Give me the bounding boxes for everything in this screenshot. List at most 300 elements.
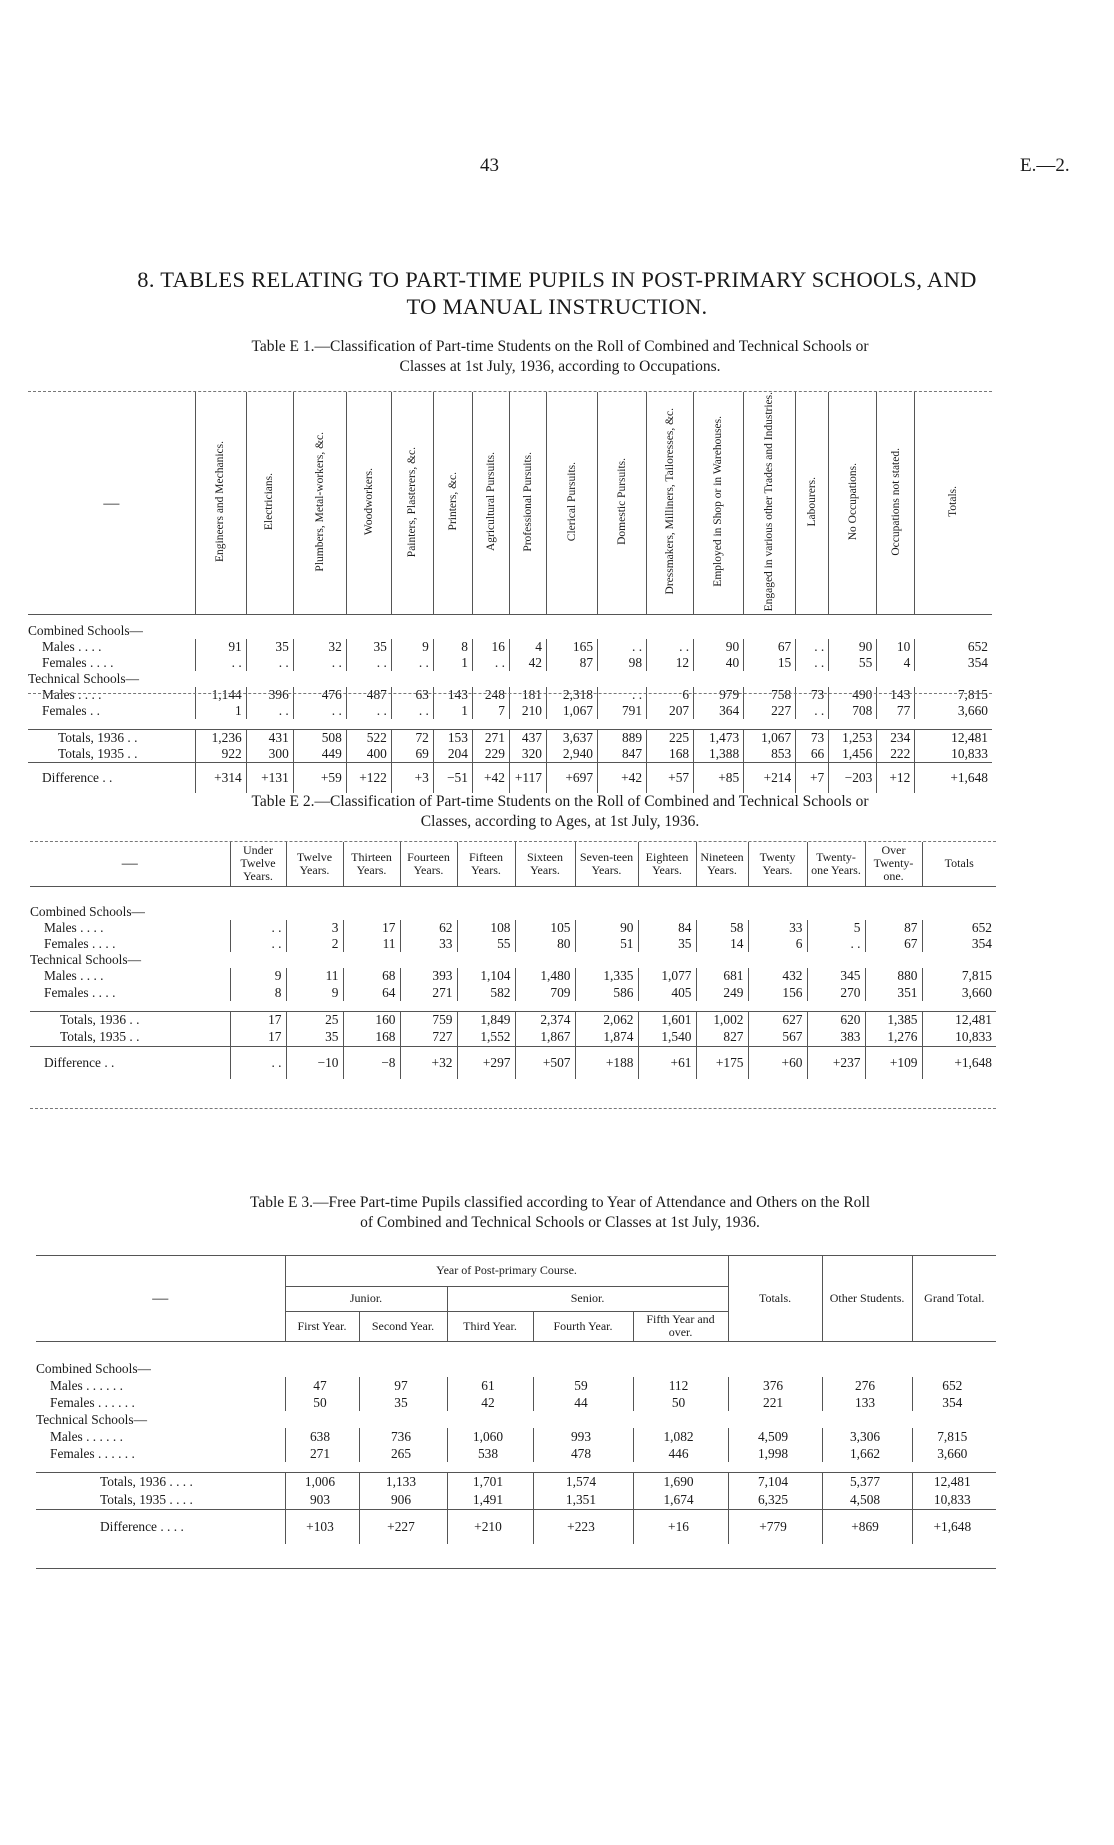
- t2-row-label: [30, 920, 230, 936]
- t3-cell: 4,509: [728, 1428, 822, 1445]
- t2-row-label: [30, 936, 230, 952]
- t2-row-dots: . .: [129, 1029, 140, 1045]
- t3-row-label: [36, 1394, 285, 1411]
- t2-cell: 33: [748, 920, 807, 936]
- t2-cell: 58: [696, 920, 748, 936]
- t1-row-dots: . .: [89, 702, 101, 718]
- t1-cell: 42: [509, 655, 546, 671]
- t3-cell: 1,674: [633, 1491, 728, 1510]
- t1-row-label: [28, 639, 195, 655]
- table-e3: [36, 1256, 996, 1544]
- t2-cell: 393: [400, 968, 457, 984]
- t1-row-dots: . .: [127, 746, 138, 762]
- t1-col-header: [829, 392, 877, 615]
- t1-row-technical-males: [28, 687, 992, 703]
- t1-cell: 476: [293, 687, 346, 703]
- t2-cell: 11: [343, 936, 400, 952]
- t1-cell: 449: [293, 746, 346, 763]
- t1-row-technical-females: [28, 703, 992, 719]
- t1-section-combined: Combined Schools—: [28, 622, 143, 638]
- t2-row-label-text: Females: [44, 936, 89, 951]
- t2-col-header: Seven-teen Years.: [575, 842, 638, 886]
- t2-row-dots: . .: [129, 1012, 140, 1028]
- t2-cell: 12,481: [922, 1012, 996, 1029]
- t2-row-label: [30, 1012, 230, 1029]
- table-e2-bottom-rule: [30, 1108, 996, 1109]
- t1-cell: 66: [796, 746, 829, 763]
- t1-cell: 165: [546, 639, 597, 655]
- t3-row-label: [36, 1510, 285, 1544]
- t3-cell: 736: [359, 1428, 447, 1445]
- t1-col-header-label: Dressmakers, Milliners, Tailoresses, &c.: [663, 408, 676, 595]
- t3-col-header: Second Year.: [359, 1311, 447, 1341]
- t2-row-label: [30, 1047, 230, 1079]
- t1-row-label-text: Males: [42, 638, 75, 654]
- t1-cell: 8: [433, 639, 472, 655]
- t1-cell: 98: [598, 655, 647, 671]
- t1-cell: 69: [391, 746, 433, 763]
- t2-col-header: Fifteen Years.: [457, 842, 515, 886]
- t1-cell: . .: [246, 703, 293, 719]
- t1-col-header-label: Employed in Shop or in Warehouses.: [712, 416, 725, 588]
- t2-cell: +507: [515, 1047, 575, 1079]
- t3-cell: 10,833: [912, 1491, 996, 1510]
- t3-row-totals-1936: [36, 1473, 996, 1491]
- t2-row-totals-1935: [30, 1029, 996, 1047]
- t1-cell: 4: [877, 655, 915, 671]
- t2-cell: 2,062: [575, 1012, 638, 1029]
- table-e2-caption: [30, 792, 1090, 832]
- t1-row-label-text: Totals, 1936: [58, 729, 125, 745]
- t1-cell: +12: [877, 763, 915, 793]
- t1-cell: 3,660: [915, 703, 992, 719]
- t3-row-technical-males: [36, 1428, 996, 1445]
- t2-cell: 880: [865, 968, 922, 984]
- t2-cell: +175: [696, 1047, 748, 1079]
- table-e1-caption: [30, 337, 1090, 377]
- t3-group-header: Year of Post-primary Course.: [285, 1256, 728, 1286]
- t3-cell: 478: [533, 1445, 633, 1462]
- t2-cell: 351: [865, 984, 922, 1001]
- t2-cell: . .: [230, 1047, 286, 1079]
- t2-row-label-text: Difference: [44, 1054, 101, 1070]
- t1-cell: +7: [796, 763, 829, 793]
- t1-cell: +117: [509, 763, 546, 793]
- t2-cell: 1,552: [457, 1029, 515, 1047]
- t2-cell: −10: [286, 1047, 343, 1079]
- t3-row-label-text: Females: [50, 1445, 95, 1461]
- t1-row-dots: . .: [102, 770, 113, 786]
- t3-cell: 1,351: [533, 1491, 633, 1510]
- t1-cell: 40: [694, 655, 744, 671]
- t2-cell: 1,849: [457, 1012, 515, 1029]
- t1-col-header: [915, 392, 992, 615]
- table-e1-caption-line-2: Classes at 1st July, 1936, according to Occupations.: [399, 358, 721, 375]
- t3-cell: 638: [285, 1428, 359, 1445]
- t1-cell: 35: [346, 639, 391, 655]
- t1-col-header: [509, 392, 546, 615]
- t2-cell: 55: [457, 936, 515, 952]
- t3-cell: 376: [728, 1377, 822, 1394]
- t2-cell: 10,833: [922, 1029, 996, 1047]
- t1-cell: . .: [472, 655, 509, 671]
- t3-cell: 44: [533, 1394, 633, 1411]
- t2-col-header: Totals: [922, 842, 996, 886]
- t2-row-label: [30, 968, 230, 984]
- t2-cell: 160: [343, 1012, 400, 1029]
- t1-cell: . .: [346, 655, 391, 671]
- t2-row-label-text: Totals, 1935: [60, 1029, 127, 1045]
- t2-row-dots: . . . .: [80, 968, 104, 983]
- t3-cell: 1,491: [447, 1491, 533, 1510]
- t2-cell: 84: [638, 920, 696, 936]
- page-title-line-1: 8. TABLES RELATING TO PART-TIME PUPILS IN POST-PRIMARY SCHOOLS, AND: [137, 267, 977, 292]
- t1-col-header: [293, 392, 346, 615]
- t1-row-label: [28, 703, 195, 719]
- t1-cell: 1,388: [694, 746, 744, 763]
- t1-cell: +131: [246, 763, 293, 793]
- t3-cell: 35: [359, 1394, 447, 1411]
- t1-cell: 73: [796, 729, 829, 746]
- t1-cell: 758: [744, 687, 796, 703]
- t1-cell: 1,067: [744, 729, 796, 746]
- t1-cell: 90: [694, 639, 744, 655]
- t2-row-label: [30, 1029, 230, 1047]
- t3-cell: 7,104: [728, 1473, 822, 1491]
- t2-row-difference: [30, 1047, 996, 1079]
- page-title-line-2: TO MANUAL INSTRUCTION.: [406, 294, 708, 319]
- t2-row-label: [30, 984, 230, 1001]
- t1-cell: 12,481: [915, 729, 992, 746]
- t2-cell: 1,002: [696, 1012, 748, 1029]
- t1-cell: . .: [391, 703, 433, 719]
- table-e2-caption-line-1: Table E 2.—Classification of Part-time Students on the Roll of Combined and Technical Schools or: [251, 793, 869, 810]
- t1-col-header-label: Electricians.: [263, 473, 276, 531]
- t2-cell: +237: [807, 1047, 865, 1079]
- t1-cell: 7: [472, 703, 509, 719]
- t3-row-totals-1935: [36, 1491, 996, 1510]
- t2-cell: 582: [457, 984, 515, 1001]
- t3-cell: 47: [285, 1377, 359, 1394]
- t2-cell: 1,276: [865, 1029, 922, 1047]
- t2-cell: 68: [343, 968, 400, 984]
- t3-row-dots: . . . .: [160, 1518, 184, 1534]
- t2-cell: 627: [748, 1012, 807, 1029]
- t1-cell: 847: [598, 746, 647, 763]
- page-reference: E.—2.: [1020, 155, 1070, 176]
- t2-cell: +1,648: [922, 1047, 996, 1079]
- t3-row-label: [36, 1428, 285, 1445]
- t1-cell: 10,833: [915, 746, 992, 763]
- t2-cell: 156: [748, 984, 807, 1001]
- table-e3-caption-line-1: Table E 3.—Free Part-time Pupils classified according to Year of Attendance and Others on the Roll: [249, 1194, 871, 1211]
- t2-cell: 6: [748, 936, 807, 952]
- t1-cell: . .: [293, 703, 346, 719]
- t1-cell: +214: [744, 763, 796, 793]
- t1-cell: 12: [647, 655, 694, 671]
- t1-cell: 181: [509, 687, 546, 703]
- t1-cell: 248: [472, 687, 509, 703]
- t3-cell: 59: [533, 1377, 633, 1394]
- t3-row-dots: . . . .: [169, 1473, 193, 1489]
- t3-cell: 265: [359, 1445, 447, 1462]
- t1-cell: 143: [433, 687, 472, 703]
- t3-section-technical: Technical Schools—: [36, 1411, 147, 1427]
- t1-cell: +42: [598, 763, 647, 793]
- t1-cell: 853: [744, 746, 796, 763]
- t1-cell: 15: [744, 655, 796, 671]
- t1-cell: 364: [694, 703, 744, 719]
- t2-cell: +188: [575, 1047, 638, 1079]
- t3-cell: +779: [728, 1510, 822, 1544]
- t3-cell: 271: [285, 1445, 359, 1462]
- t1-cell: 1,473: [694, 729, 744, 746]
- t2-cell: 11: [286, 968, 343, 984]
- t3-row-dots: . . . . . .: [97, 1445, 135, 1461]
- t3-cell: +869: [822, 1510, 912, 1544]
- t1-cell: . .: [246, 655, 293, 671]
- t3-col-header: Grand Total.: [912, 1256, 996, 1341]
- t2-cell: 727: [400, 1029, 457, 1047]
- t3-cell: +227: [359, 1510, 447, 1544]
- t1-row-label-text: Males: [42, 686, 75, 702]
- t1-cell: 153: [433, 729, 472, 746]
- t3-row-label: [36, 1377, 285, 1394]
- t1-col-header: [246, 392, 293, 615]
- t2-cell: 249: [696, 984, 748, 1001]
- t2-row-combined-females: [30, 936, 996, 952]
- table-e1-bottom-rule: [28, 693, 992, 694]
- t1-cell: . .: [647, 639, 694, 655]
- t1-cell: 63: [391, 687, 433, 703]
- t2-cell: 3,660: [922, 984, 996, 1001]
- t2-section-technical: Technical Schools—: [30, 952, 141, 967]
- t1-col-header-label: Domestic Pursuits.: [615, 458, 628, 546]
- t1-cell: 225: [647, 729, 694, 746]
- t2-cell: 17: [230, 1012, 286, 1029]
- t3-row-label: [36, 1445, 285, 1462]
- t1-cell: 229: [472, 746, 509, 763]
- t2-row-technical-females: [30, 984, 996, 1001]
- t1-cell: 396: [246, 687, 293, 703]
- t1-cell: 320: [509, 746, 546, 763]
- t1-cell: +57: [647, 763, 694, 793]
- t1-cell: 77: [877, 703, 915, 719]
- t3-cell: 446: [633, 1445, 728, 1462]
- t1-cell: 979: [694, 687, 744, 703]
- t2-cell: 90: [575, 920, 638, 936]
- t1-cell: 1: [195, 703, 246, 719]
- t1-row-label: [28, 729, 195, 746]
- table-e3-caption: [30, 1193, 1090, 1233]
- t2-col-header: Sixteen Years.: [515, 842, 575, 886]
- t1-cell: 1: [433, 655, 472, 671]
- t1-col-header-label: Professional Pursuits.: [521, 451, 534, 552]
- t1-row-dots: . . . .: [78, 686, 102, 702]
- t2-cell: 80: [515, 936, 575, 952]
- t2-cell: 383: [807, 1029, 865, 1047]
- t1-cell: . .: [796, 655, 829, 671]
- t1-cell: 87: [546, 655, 597, 671]
- t1-row-label-text: Difference: [42, 770, 99, 786]
- table-e3-bottom-rule: [36, 1568, 996, 1569]
- t1-col-header-label: Engaged in various other Trades and Industries.: [763, 392, 776, 612]
- t3-cell: 3,660: [912, 1445, 996, 1462]
- t1-col-header-label: Engineers and Mechanics.: [214, 441, 227, 563]
- t1-row-dots: . .: [103, 654, 114, 670]
- t1-cell: −51: [433, 763, 472, 793]
- t3-row-dots: . . . . . .: [86, 1428, 123, 1444]
- t2-cell: 652: [922, 920, 996, 936]
- t1-col-header: [546, 392, 597, 615]
- t1-cell: 73: [796, 687, 829, 703]
- t2-cell: 1,335: [575, 968, 638, 984]
- t1-col-header: [796, 392, 829, 615]
- t2-cell: 17: [230, 1029, 286, 1047]
- t1-cell: 67: [744, 639, 796, 655]
- t2-cell: 709: [515, 984, 575, 1001]
- t1-cell: 791: [598, 703, 647, 719]
- t1-cell: 431: [246, 729, 293, 746]
- t3-cell: +16: [633, 1510, 728, 1544]
- t1-col-header: [391, 392, 433, 615]
- t3-cell: 3,306: [822, 1428, 912, 1445]
- t1-cell: . .: [195, 655, 246, 671]
- t2-row-dots: . . . .: [80, 920, 104, 935]
- t1-cell: 1,236: [195, 729, 246, 746]
- t2-row-dots: . .: [104, 1054, 115, 1070]
- t3-cell: 993: [533, 1428, 633, 1445]
- t2-cell: 620: [807, 1012, 865, 1029]
- t1-cell: 207: [647, 703, 694, 719]
- t1-row-label-text: Totals, 1935: [58, 746, 125, 762]
- t1-cell: 1: [433, 703, 472, 719]
- t3-cell: 7,815: [912, 1428, 996, 1445]
- t1-cell: . .: [391, 655, 433, 671]
- t1-cell: 222: [877, 746, 915, 763]
- t1-cell: 35: [246, 639, 293, 655]
- t1-cell: 16: [472, 639, 509, 655]
- t2-cell: +61: [638, 1047, 696, 1079]
- t1-cell: 9: [391, 639, 433, 655]
- t2-row-label-text: Totals, 1936: [60, 1012, 127, 1028]
- t1-cell: 7,815: [915, 687, 992, 703]
- t2-col-header: Twelve Years.: [286, 842, 343, 886]
- t1-cell: 922: [195, 746, 246, 763]
- t2-cell: 271: [400, 984, 457, 1001]
- t2-cell: 87: [865, 920, 922, 936]
- t2-cell: 14: [696, 936, 748, 952]
- t2-cell: 5: [807, 920, 865, 936]
- t1-cell: . .: [598, 639, 647, 655]
- t1-row-difference: [28, 763, 992, 793]
- table-e1: [28, 392, 992, 793]
- t1-cell: 210: [509, 703, 546, 719]
- t2-section-combined: Combined Schools—: [30, 904, 145, 919]
- t1-col-header-label: Woodworkers.: [362, 468, 375, 536]
- t3-cell: 1,060: [447, 1428, 533, 1445]
- t2-cell: 7,815: [922, 968, 996, 984]
- t3-cell: 4,508: [822, 1491, 912, 1510]
- t2-cell: 51: [575, 936, 638, 952]
- t2-col-header: Fourteen Years.: [400, 842, 457, 886]
- t3-cell: 5,377: [822, 1473, 912, 1491]
- t1-col-header: [472, 392, 509, 615]
- t1-col-header: [647, 392, 694, 615]
- t2-cell: 8: [230, 984, 286, 1001]
- t1-row-dots: . . . .: [78, 638, 102, 654]
- t2-cell: 35: [638, 936, 696, 952]
- t2-cell: 17: [343, 920, 400, 936]
- t3-row-label-text: Totals, 1935: [100, 1491, 167, 1507]
- t1-cell: 4: [509, 639, 546, 655]
- t1-row-combined-females: [28, 655, 992, 671]
- t2-cell: . .: [230, 920, 286, 936]
- t3-col-header: First Year.: [285, 1311, 359, 1341]
- t2-cell: 1,874: [575, 1029, 638, 1047]
- t1-cell: 234: [877, 729, 915, 746]
- t1-col-header-label: Printers, &c.: [446, 472, 459, 531]
- t1-col-header: [694, 392, 744, 615]
- t2-cell: 33: [400, 936, 457, 952]
- t1-cell: 10: [877, 639, 915, 655]
- t3-cell: 97: [359, 1377, 447, 1394]
- t2-cell: 2,374: [515, 1012, 575, 1029]
- t3-cell: 1,574: [533, 1473, 633, 1491]
- t3-row-label: [36, 1491, 285, 1510]
- t1-cell: 400: [346, 746, 391, 763]
- t1-cell: 354: [915, 655, 992, 671]
- t2-cell: 1,867: [515, 1029, 575, 1047]
- t3-row-difference: [36, 1510, 996, 1544]
- t1-cell: 32: [293, 639, 346, 655]
- t1-cell: 300: [246, 746, 293, 763]
- t3-cell: 42: [447, 1394, 533, 1411]
- t2-col-header: Over Twenty-one.: [865, 842, 922, 886]
- t1-row-label: [28, 655, 195, 671]
- t1-row-combined-males: [28, 639, 992, 655]
- t2-cell: 9: [230, 968, 286, 984]
- t2-col-header: Twenty-one Years.: [807, 842, 865, 886]
- t3-row-dots: . . . . . .: [86, 1377, 123, 1393]
- t1-cell: 72: [391, 729, 433, 746]
- t3-row-label-text: Males: [50, 1428, 83, 1444]
- t2-cell: 35: [286, 1029, 343, 1047]
- t2-row-dots: . . . .: [91, 984, 116, 1000]
- t1-col-header-label: Occupations not stated.: [889, 447, 902, 556]
- t2-cell: 9: [286, 984, 343, 1001]
- t1-col-header-label: Plumbers, Metal-workers, &c.: [313, 431, 326, 572]
- t1-cell: 2,940: [546, 746, 597, 763]
- t2-cell: . .: [230, 936, 286, 952]
- t2-cell: −8: [343, 1047, 400, 1079]
- t2-row-label-text: Males: [44, 968, 77, 983]
- t3-cell: 906: [359, 1491, 447, 1510]
- t2-col-header: Thirteen Years.: [343, 842, 400, 886]
- t2-cell: 108: [457, 920, 515, 936]
- table-e1-stub-dash: —: [28, 392, 195, 615]
- t1-cell: 490: [829, 687, 877, 703]
- t3-cell: 538: [447, 1445, 533, 1462]
- t3-cell: 221: [728, 1394, 822, 1411]
- t2-cell: 168: [343, 1029, 400, 1047]
- t1-cell: 1,456: [829, 746, 877, 763]
- t3-cell: 133: [822, 1394, 912, 1411]
- t2-cell: +297: [457, 1047, 515, 1079]
- t1-cell: 204: [433, 746, 472, 763]
- t3-section-combined: Combined Schools—: [36, 1360, 151, 1376]
- t2-cell: 3: [286, 920, 343, 936]
